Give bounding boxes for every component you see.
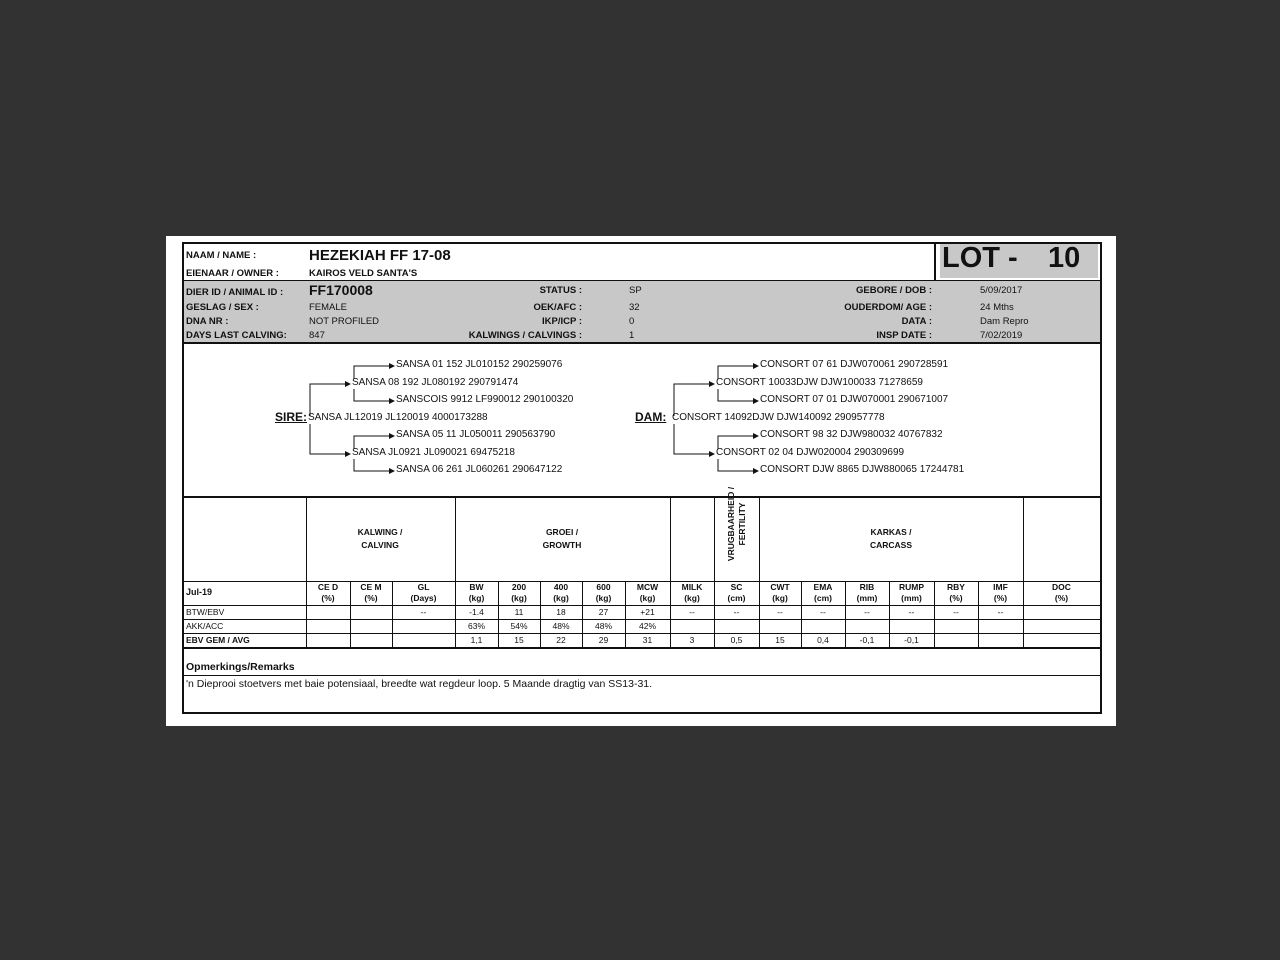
status-value: SP (629, 285, 642, 296)
card-frame (182, 242, 1102, 714)
column-header: RUMP (mm) (898, 582, 925, 603)
column-header: GL (Days) (410, 582, 437, 603)
animal-id-label: DIER ID / ANIMAL ID : (186, 287, 284, 298)
calvings-value: 1 (629, 330, 635, 341)
days-last-calving-label: DAYS LAST CALVING: (186, 330, 287, 341)
sex-label: GESLAG / SEX : (186, 302, 259, 313)
sire-label: SIRE: (275, 410, 308, 424)
ebv-row-label: EBV GEM / AVG (186, 635, 250, 645)
column-header: RBY (%) (947, 582, 965, 603)
dob-label: GEBORE / DOB : (855, 285, 932, 296)
dam-label: DAM: (635, 410, 667, 424)
group-calving: KALWING / CALVING (357, 527, 403, 550)
dam-sire-dam: CONSORT 07 01 DJW070001 290671007 (760, 394, 949, 405)
ebv-cell: 27 (598, 607, 609, 617)
data-value: Dam Repro (980, 316, 1029, 327)
ebv-cell: -- (908, 607, 915, 617)
status-label: STATUS : (539, 285, 582, 296)
ebv-cell: -0,1 (859, 635, 875, 645)
ebv-cell: +21 (640, 607, 655, 617)
days-last-calving-value: 847 (309, 330, 325, 341)
lot-number: 10 (1048, 242, 1081, 274)
dam-dam: CONSORT 02 04 DJW020004 290309699 (716, 447, 905, 458)
column-header: RIB (mm) (856, 582, 878, 603)
ebv-cell: 3 (689, 635, 695, 645)
ebv-cell: 63% (467, 621, 485, 631)
dna-label: DNA NR : (186, 316, 229, 327)
lot-box (934, 244, 1100, 280)
ebv-cell: 0,4 (817, 635, 829, 645)
group-growth: GROEI / GROWTH (542, 527, 582, 550)
animal-info-card (166, 236, 1116, 726)
ebv-cell: -- (864, 607, 870, 617)
ebv-cell: 1,1 (470, 635, 483, 645)
ebv-cell: 22 (556, 635, 566, 645)
column-header: CE D (%) (317, 582, 339, 603)
dna-value: NOT PROFILED (309, 316, 380, 327)
ebv-cell: -- (689, 607, 695, 617)
age-value: 24 Mths (980, 302, 1014, 313)
column-header: 600 (kg) (595, 582, 612, 603)
insp-value: 7/02/2019 (980, 330, 1023, 341)
sire-sire-dam: SANSCOIS 9912 LF990012 290100320 (396, 394, 574, 405)
animal-id: FF170008 (309, 282, 373, 298)
ebv-table (184, 486, 1100, 648)
data-label: DATA : (901, 316, 932, 327)
column-header: CE M (%) (360, 582, 382, 603)
ebv-cell: -- (953, 607, 959, 617)
ebv-cell: 0,5 (730, 635, 743, 645)
column-header: 200 (kg) (511, 582, 527, 603)
ebv-cell: -- (777, 607, 783, 617)
ebv-cell: 15 (514, 635, 524, 645)
sire-dam-sire: SANSA 05 11 JL050011 290563790 (396, 429, 556, 440)
ebv-cell: -- (997, 607, 1004, 617)
sire-dam-dam: SANSA 06 261 JL060261 290647122 (396, 464, 563, 475)
group-fertility: VRUGBAARHEID / FERTILITY (726, 486, 747, 562)
remarks-title: Opmerkings/Remarks (186, 661, 295, 673)
oek-label: OEK/AFC : (533, 302, 582, 313)
dam: CONSORT 14092DJW DJW140092 290957778 (672, 412, 885, 423)
sex-value: FEMALE (309, 302, 348, 313)
ebv-row-label: BTW/EBV (186, 607, 225, 617)
group-carcass: KARKAS / CARCASS (869, 527, 913, 550)
ebv-cell: -- (420, 607, 427, 617)
sire: SANSA JL12019 JL120019 4000173288 (308, 412, 488, 423)
ebv-cell: -0,1 (904, 635, 919, 645)
ebv-cell: 29 (598, 635, 609, 645)
dam-sire: CONSORT 10033DJW DJW100033 71278659 (716, 377, 923, 388)
name-label: NAAM / NAME : (186, 250, 257, 261)
ebv-cell: 42% (638, 621, 656, 631)
ebv-row-label: AKK/ACC (186, 621, 224, 631)
ebv-cell: 18 (556, 607, 566, 617)
ebv-cell: -- (820, 607, 826, 617)
column-header: CWT (kg) (770, 582, 790, 603)
ebv-cell: 48% (552, 621, 570, 631)
column-header: BW (kg) (468, 582, 485, 603)
oek-value: 32 (629, 302, 640, 313)
ebv-cell: -1.4 (469, 607, 484, 617)
ebv-cell: 15 (775, 635, 785, 645)
sire-sire-sire: SANSA 01 152 JL010152 290259076 (396, 359, 563, 370)
column-header: DOC (%) (1052, 582, 1071, 603)
dob-value: 5/09/2017 (980, 285, 1023, 296)
ikp-value: 0 (629, 316, 635, 327)
insp-label: INSP DATE : (876, 330, 932, 341)
column-header: MILK (kg) (681, 582, 703, 603)
column-header: MCW (kg) (636, 582, 659, 603)
calvings-label: KALWINGS / CALVINGS : (468, 330, 582, 341)
ebv-cell: 48% (594, 621, 612, 631)
dam-dam-dam: CONSORT DJW 8865 DJW880065 17244781 (760, 464, 965, 475)
sire-sire: SANSA 08 192 JL080192 290791474 (352, 377, 519, 388)
ebv-cell: -- (733, 607, 740, 617)
ikp-label: IKP/ICP : (542, 316, 582, 327)
age-label: OUDERDOM/ AGE : (844, 302, 932, 313)
dam-sire-sire: CONSORT 07 61 DJW070061 290728591 (760, 359, 949, 370)
ebv-date: Jul-19 (186, 587, 213, 597)
owner-name: KAIROS VELD SANTA'S (309, 268, 418, 279)
column-header: SC (cm) (727, 582, 746, 603)
remarks-text: 'n Dieprooi stoetvers met baie potensiaal, breedte wat regdeur loop. 5 Maande dragtig van SS13-31. (186, 678, 653, 690)
ebv-cell: 11 (514, 607, 524, 617)
column-header: 400 (kg) (553, 582, 569, 603)
animal-name: HEZEKIAH FF 17-08 (309, 247, 451, 264)
ebv-cell: 54% (510, 621, 528, 631)
ebv-cell: 31 (642, 635, 653, 645)
dam-dam-sire: CONSORT 98 32 DJW980032 40767832 (760, 429, 943, 440)
sire-dam: SANSA JL0921 JL090021 69475218 (352, 447, 515, 458)
column-header: EMA (cm) (813, 582, 833, 603)
column-header: IMF (%) (993, 582, 1008, 603)
owner-label: EIENAAR / OWNER : (186, 268, 279, 279)
lot-label: LOT - (942, 242, 1018, 274)
